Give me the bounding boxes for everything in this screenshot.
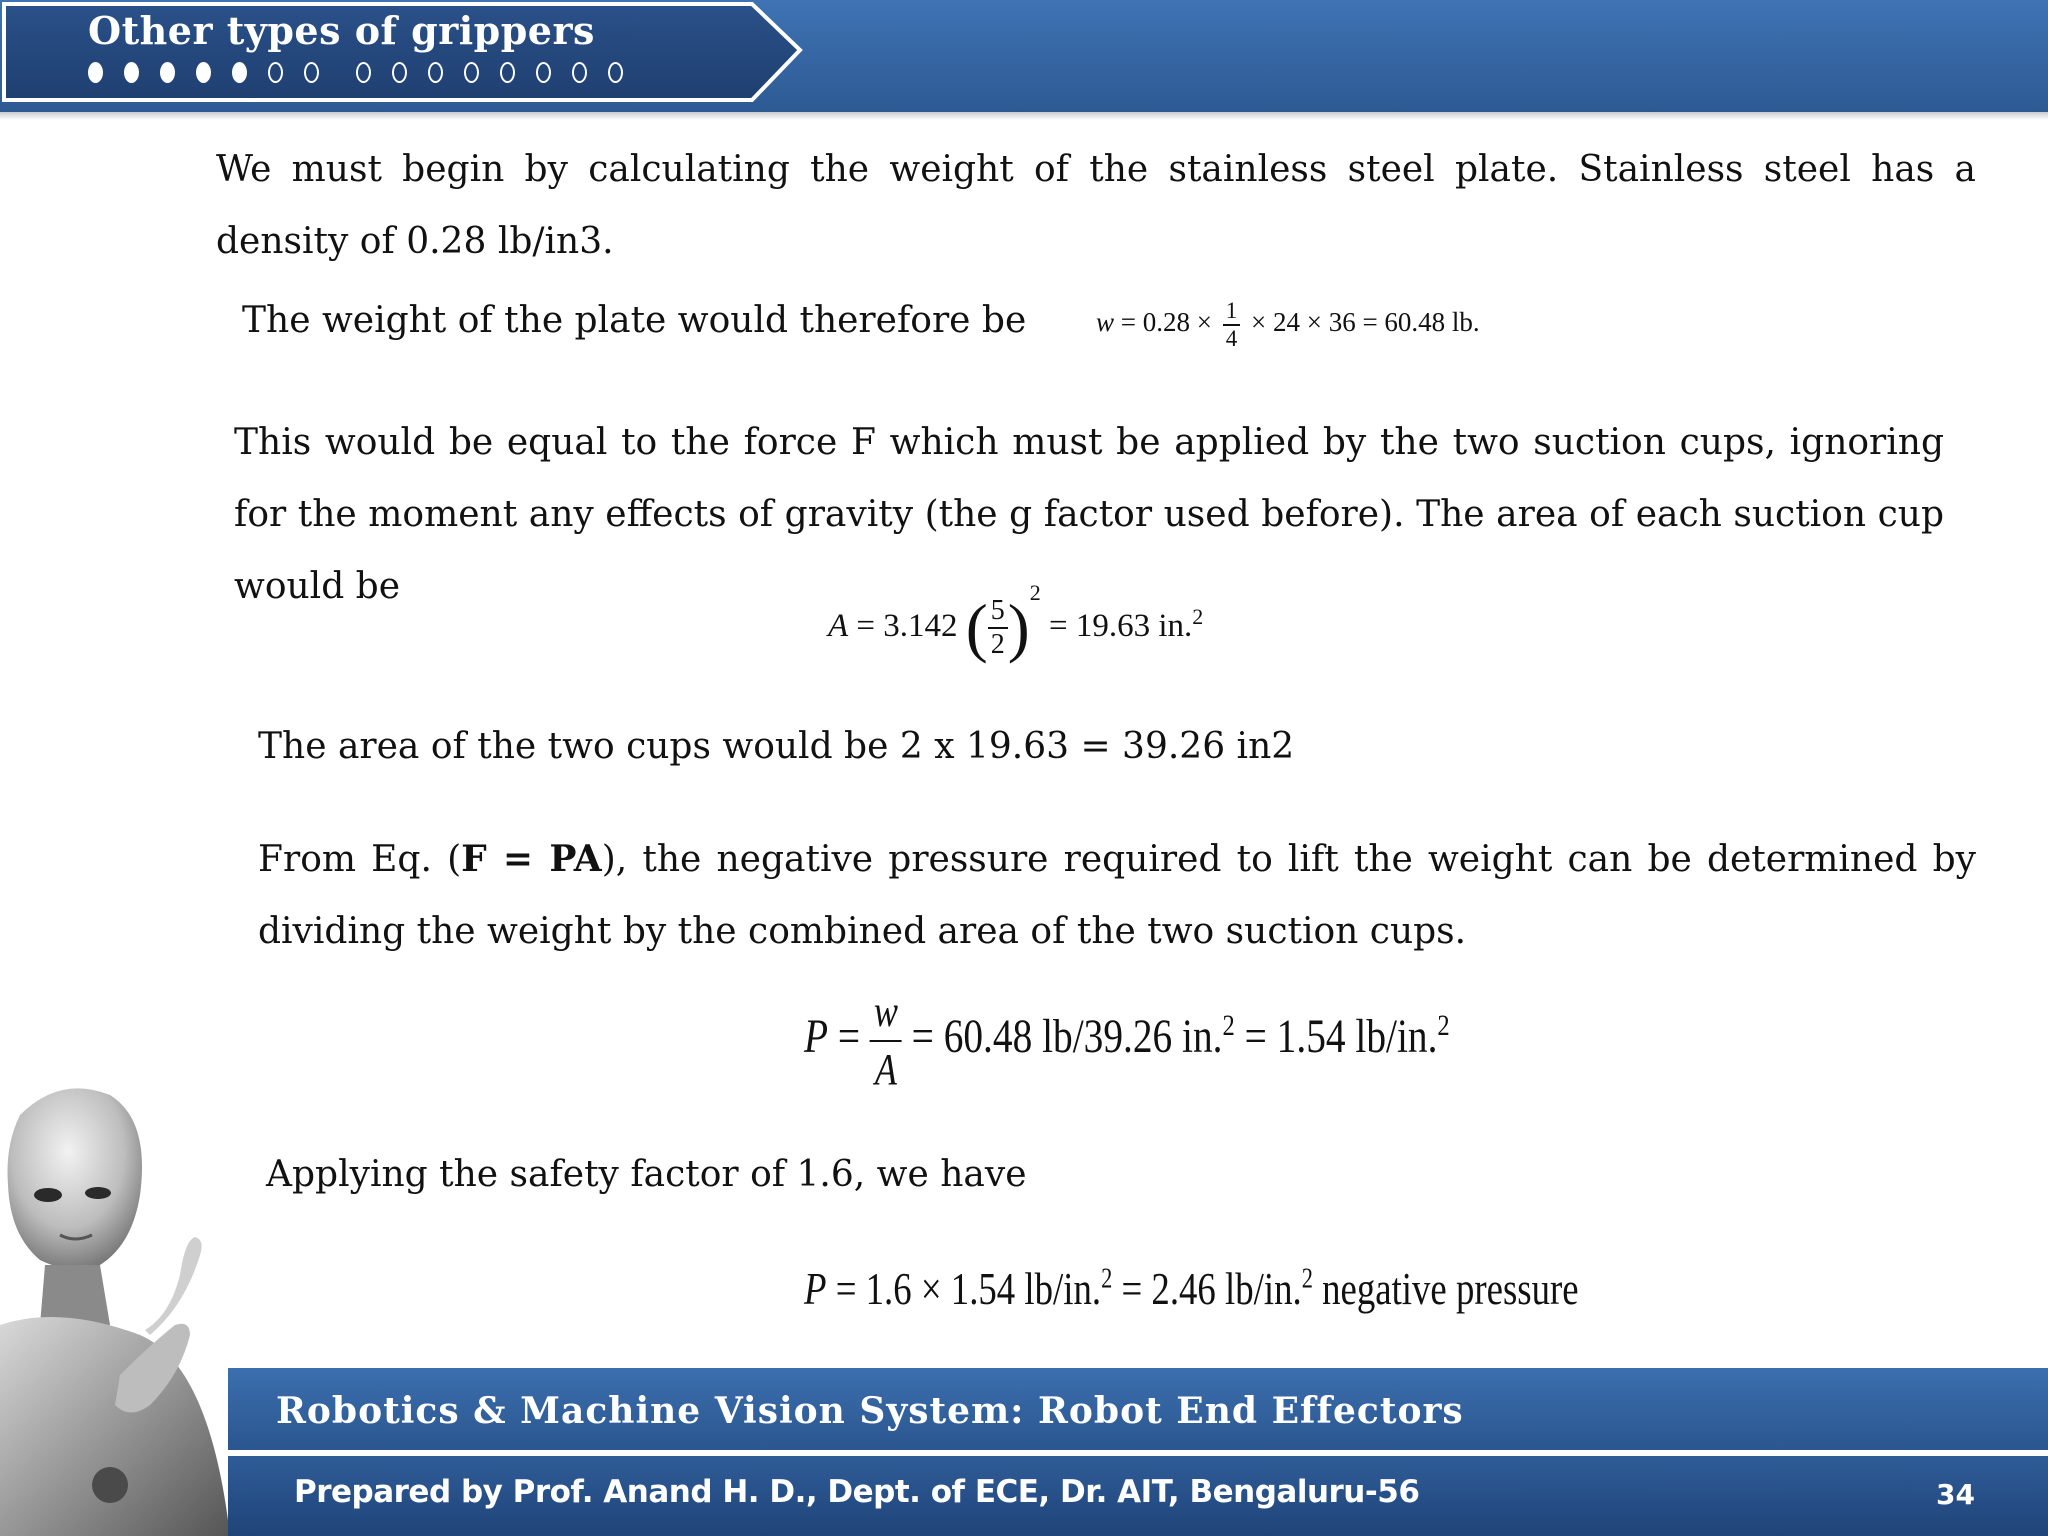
progress-dot: [268, 62, 283, 83]
progress-dot: [124, 62, 139, 83]
paragraph-force: This would be equal to the force F which must be applied by the two suction cups, ignoring for the moment any effects of gravity (the g factor used before). The area of each suction cup would be: [234, 422, 1944, 607]
equation-area: A = 3.142 ( $\frac{5}{2}$ )$^2$ = 19.63 in.$^2$: [828, 580, 1204, 665]
paragraph-pressure: From Eq. (F = PA), the negative pressure required to lift the weight can be determined by dividing the weight by the combined area of the two suction cups.: [258, 838, 1977, 952]
progress-dot: [232, 62, 247, 83]
progress-dot: [572, 62, 587, 83]
paragraph-safety-factor: Applying the safety factor of 1.6, we have: [266, 1154, 1027, 1195]
progress-dot: [464, 62, 479, 83]
paragraph-weight-intro: The weight of the plate would therefore be: [242, 300, 1027, 341]
progress-dot: [500, 62, 515, 83]
page-number: 34: [1936, 1478, 1975, 1511]
progress-dot: [608, 62, 623, 83]
progress-dot: [536, 62, 551, 83]
course-title: Robotics & Machine Vision System: Robot End Effectors: [276, 1390, 1464, 1432]
progress-dot: [392, 62, 407, 83]
equation-negative-pressure: P = 1.6 × 1.54 lb/in.$^2$ = 2.46 lb/in.$^2$ negative pressure: [804, 1263, 1579, 1314]
progress-dot: [160, 62, 175, 83]
equation-weight: w = 0.28 × $\frac{1}{4}$ × 24 × 36 = 60.48 lb.: [1096, 298, 1480, 351]
progress-dot: [88, 62, 103, 83]
paragraph-density: We must begin by calculating the weight of the stainless steel plate. Stainless steel has a density of 0.28 lb/in3.: [216, 149, 1976, 262]
header-shadow: [0, 112, 2048, 120]
progress-dot: [356, 62, 371, 83]
progress-dot: [304, 62, 319, 83]
author-credit: Prepared by Prof. Anand H. D., Dept. of ECE, Dr. AIT, Bengaluru-56: [294, 1474, 1420, 1510]
equation-pressure: P = $\frac{w}{A}$ = 60.48 lb/39.26 in.$^2$ = 1.54 lb/in.$^2$: [804, 984, 1450, 1098]
progress-dot: [196, 62, 211, 83]
robot-illustration: [0, 1075, 260, 1536]
slide-progress-dots: [88, 62, 644, 83]
paragraph-two-cups-area: The area of the two cups would be 2 x 19.63 = 39.26 in2: [258, 726, 1295, 767]
slide-title: Other types of grippers: [88, 8, 595, 53]
progress-dot: [428, 62, 443, 83]
